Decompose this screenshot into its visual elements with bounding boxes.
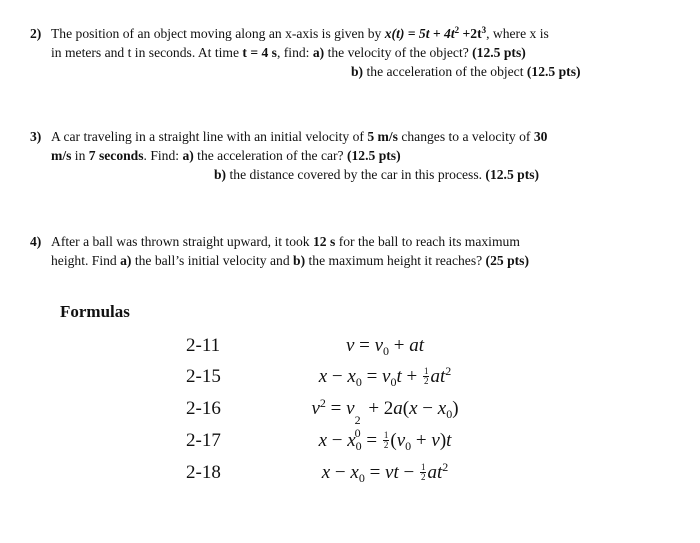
question-line: m/s in 7 seconds. Find: a) the acceleration of the car? (12.5 pts) [51,148,401,163]
question-line: A car traveling in a straight line with an initial velocity of 5 m/s changes to a velocity of 30 [51,129,548,144]
question-number: 2) [30,26,42,41]
question-line: height. Find a) the ball’s initial velocity and b) the maximum height it reaches? (25 pts) [51,253,529,268]
formula-equation: $v = v_0$ + at [345,335,425,358]
question-subpart: b) the distance covered by the car in this process. (12.5 pts) [214,167,540,182]
formula-row [0,361,700,393]
formula-code: 2-16 [186,398,221,419]
question-subpart: b) the acceleration of the object (12.5 pts) [351,64,581,79]
formula-row [0,393,700,440]
formula-code: 2-17 [186,430,221,451]
formula-row [0,457,700,489]
formula-row [0,425,700,457]
question-number: 4) [30,234,42,249]
formula-row [0,330,700,362]
formulas-heading: Formulas [60,302,130,321]
formula-code: 2-18 [186,462,221,483]
formula-equation: $x - x_0$ = $\frac{1}{2}$ $(v_0 + v)t$ [318,430,452,453]
formula-code: 2-15 [186,366,221,387]
question-line: in meters and t in seconds. At time t = 4 s, find: a) the velocity of the object? (12.5 pts) [51,45,526,60]
formula-code: 2-11 [186,335,221,356]
question-number: 3) [30,129,42,144]
formula-equation: $x - x_0$ = vt − $\frac{1}{2}$ $at^2$ [321,460,449,485]
formula-equation: $v^2 = v$ 2 0 + $2a(x - x_0)$ [311,396,459,440]
formula-equation: $x - x_0 = v_0t$ + $\frac{1}{2}$ $at^2$ [318,364,452,389]
question-line: The position of an object moving along an x-axis is given by $x(t) = 5t + 4t^2 +2t^3$, where x is [51,25,549,41]
question-line: After a ball was thrown straight upward, it took 12 s for the ball to reach its maximum [51,234,520,249]
